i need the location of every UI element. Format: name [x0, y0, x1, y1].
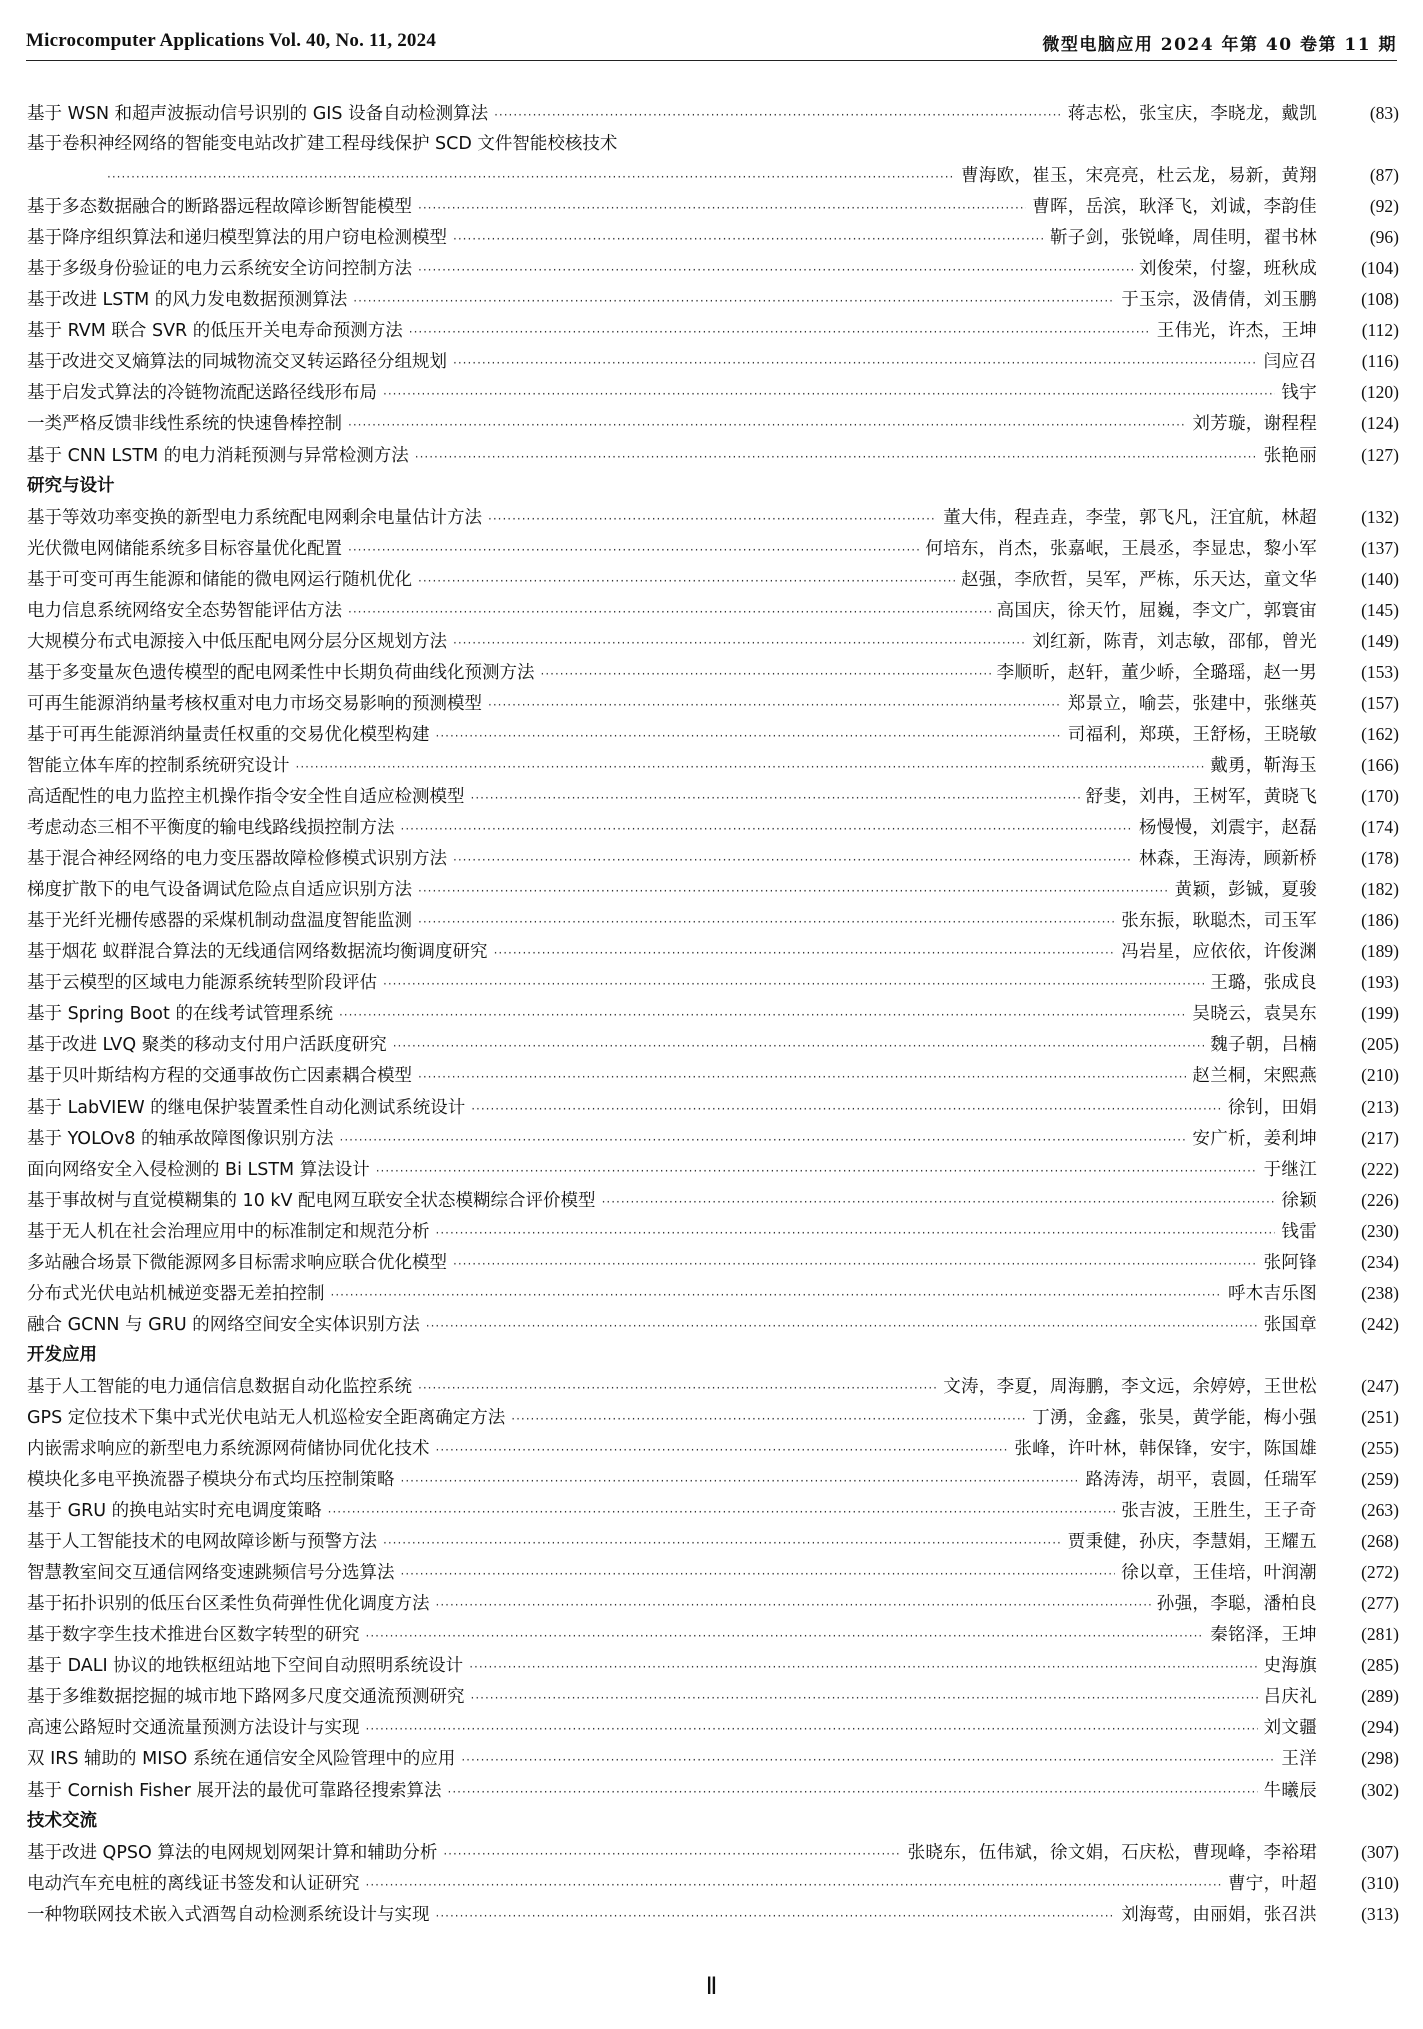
- article-authors: 孙强，李聪，潘柏良: [1156, 1594, 1317, 1615]
- article-title: 面向网络安全入侵检测的 Bi LSTM 算法设计: [27, 1159, 370, 1180]
- article-title: 基于事故树与直觉模糊集的 10 kV 配电网互联安全状态模糊综合评价模型: [27, 1190, 596, 1211]
- article-title: 考虑动态三相不平衡度的输电线路线损控制方法: [27, 818, 395, 839]
- toc-entry[interactable]: [27, 502, 1399, 533]
- dot-leader: [436, 1901, 1116, 1932]
- article-title: 基于可变可再生能源和储能的微电网运行随机优化: [27, 569, 412, 590]
- toc-entry[interactable]: [27, 1899, 1399, 1930]
- toc-entry[interactable]: [27, 1185, 1399, 1216]
- article-page-number: (277): [1361, 1593, 1399, 1614]
- toc-entry[interactable]: [27, 936, 1399, 967]
- dot-leader: [328, 1497, 1116, 1528]
- article-page-number: (199): [1361, 1003, 1399, 1024]
- article-page-number: (182): [1361, 879, 1399, 900]
- dot-leader: [453, 628, 1026, 659]
- article-title: 融合 GCNN 与 GRU 的网络空间安全实体识别方法: [27, 1314, 420, 1335]
- dot-leader: [348, 535, 919, 566]
- article-title: 基于多级身份验证的电力云系统安全访问控制方法: [27, 259, 412, 280]
- dot-leader: [401, 1559, 1116, 1590]
- article-authors: 赵强，李欣哲，吴军，严栋，乐天达，童文华: [961, 569, 1317, 590]
- article-page-number: (140): [1361, 568, 1399, 589]
- dot-leader: [348, 410, 1186, 441]
- toc-entry[interactable]: [27, 967, 1399, 998]
- journal-title-en: Microcomputer Applications Vol. 40, No. 11, 2024: [26, 30, 437, 51]
- toc-entry[interactable]: [27, 284, 1399, 315]
- article-authors: 张艳丽: [1263, 445, 1317, 466]
- dot-leader: [436, 1590, 1151, 1621]
- article-page-number: (251): [1361, 1406, 1399, 1427]
- dot-leader: [453, 348, 1258, 379]
- dot-leader: [383, 969, 1204, 1000]
- article-authors: 丁湧，金鑫，张昊，黄学能，梅小强: [1032, 1407, 1317, 1428]
- toc-entry[interactable]: [27, 1681, 1399, 1712]
- article-title: 高速公路短时交通流量预测方法设计与实现: [27, 1718, 360, 1739]
- article-title: 基于改进 QPSO 算法的电网规划网架计算和辅助分析: [27, 1842, 438, 1863]
- article-authors: 张东振，耿聪杰，司玉军: [1121, 911, 1317, 932]
- article-page-number: (242): [1361, 1313, 1399, 1334]
- dot-leader: [436, 1218, 1276, 1249]
- toc-entry[interactable]: [27, 1557, 1399, 1588]
- article-title: 基于多态数据融合的断路器远程故障诊断智能模型: [27, 197, 412, 218]
- article-title: 基于 Spring Boot 的在线考试管理系统: [27, 1004, 333, 1025]
- article-page-number: (137): [1361, 537, 1399, 558]
- dot-leader: [339, 1000, 1186, 1031]
- table-of-contents: [27, 98, 1399, 1930]
- toc-entry[interactable]: [27, 1588, 1399, 1619]
- article-title: 基于 GRU 的换电站实时充电调度策略: [27, 1501, 322, 1522]
- article-page-number: (226): [1361, 1189, 1399, 1210]
- article-page-number: (108): [1361, 289, 1399, 310]
- dot-leader: [383, 379, 1275, 410]
- toc-entry[interactable]: [27, 408, 1399, 439]
- dot-leader: [453, 1249, 1258, 1280]
- article-page-number: (112): [1361, 320, 1399, 341]
- article-authors: 徐颖: [1281, 1190, 1317, 1211]
- article-authors: 徐钊，田娟: [1228, 1097, 1317, 1118]
- article-page-number: (153): [1361, 661, 1399, 682]
- article-authors: 刘红新，陈青，刘志敏，邵郁，曾光: [1032, 631, 1317, 652]
- dot-leader: [418, 876, 1169, 907]
- section-heading: 技术交流: [27, 1810, 97, 1831]
- article-title: 基于改进 LVQ 聚类的移动支付用户活跃度研究: [27, 1035, 387, 1056]
- dot-leader: [448, 1777, 1258, 1808]
- article-page-number: (285): [1361, 1655, 1399, 1676]
- article-title: 基于光纤光栅传感器的采煤机制动盘温度智能监测: [27, 911, 412, 932]
- article-authors: 刘海莺，由丽娟，张召洪: [1121, 1904, 1317, 1925]
- dot-leader: [331, 1280, 1223, 1311]
- dot-leader: [469, 1652, 1257, 1683]
- toc-entry[interactable]: [27, 1278, 1399, 1309]
- toc-entry[interactable]: [27, 1402, 1399, 1433]
- article-title: 基于 Cornish Fisher 展开法的最优可靠路径搜索算法: [27, 1780, 442, 1801]
- article-page-number: (124): [1361, 413, 1399, 434]
- article-page-number: (230): [1361, 1220, 1399, 1241]
- toc-entry[interactable]: [27, 1216, 1399, 1247]
- article-page-number: (222): [1361, 1158, 1399, 1179]
- dot-leader: [488, 504, 937, 535]
- dot-leader: [436, 1435, 1009, 1466]
- toc-entry[interactable]: [27, 191, 1399, 222]
- article-page-number: (83): [1369, 103, 1399, 123]
- article-title: 基于 CNN LSTM 的电力消耗预测与异常检测方法: [27, 445, 409, 466]
- toc-entry[interactable]: [27, 1309, 1399, 1340]
- toc-entry[interactable]: [27, 626, 1399, 657]
- dot-leader: [366, 1870, 1223, 1901]
- article-page-number: (263): [1361, 1500, 1399, 1521]
- article-authors: 路涛涛，胡平，袁圆，任瑞军: [1085, 1470, 1317, 1491]
- article-page-number: (307): [1361, 1841, 1399, 1862]
- article-page-number: (92): [1369, 196, 1399, 217]
- article-title: 基于改进 LSTM 的风力发电数据预测算法: [27, 290, 348, 311]
- dot-leader: [340, 1125, 1187, 1156]
- article-authors: 文涛，李夏，周海鹏，李文远，余婷婷，王世松: [943, 1376, 1317, 1397]
- toc-entry[interactable]: [27, 657, 1399, 688]
- article-page-number: (247): [1361, 1375, 1399, 1396]
- article-authors: 徐以章，王佳培，叶润潮: [1121, 1563, 1317, 1584]
- article-page-number: (259): [1361, 1469, 1399, 1490]
- article-authors: 何培东，肖杰，张嘉岷，王晨丞，李显忠，黎小军: [925, 538, 1317, 559]
- toc-entry[interactable]: [27, 1495, 1399, 1526]
- article-title: 基于无人机在社会治理应用中的标准制定和规范分析: [27, 1221, 430, 1242]
- article-authors: 钱宇: [1281, 383, 1317, 404]
- article-title: 基于数字孪生技术推进台区数字转型的研究: [27, 1625, 360, 1646]
- article-title: 基于贝叶斯结构方程的交通事故伤亡因素耦合模型: [27, 1066, 412, 1087]
- toc-entry[interactable]: [27, 1092, 1399, 1123]
- toc-entry[interactable]: [27, 1775, 1399, 1806]
- article-page-number: (162): [1361, 723, 1399, 744]
- article-authors: 杨慢慢，刘震宇，赵磊: [1139, 818, 1317, 839]
- toc-entry[interactable]: [27, 315, 1399, 346]
- dot-leader: [366, 1621, 1205, 1652]
- toc-entry[interactable]: [27, 1247, 1399, 1278]
- article-title: 模块化多电平换流器子模块分布式均压控制策略: [27, 1470, 395, 1491]
- article-authors: 李顺昕，赵轩，董少峤，全璐瑶，赵一男: [996, 662, 1317, 683]
- article-title: 大规模分布式电源接入中低压配电网分层分区规划方法: [27, 631, 447, 652]
- article-page-number: (210): [1361, 1065, 1399, 1086]
- article-page-number: (302): [1361, 1779, 1399, 1800]
- article-page-number: (189): [1361, 941, 1399, 962]
- article-authors: 张峰，许叶林，韩保锋，安宇，陈国雄: [1014, 1439, 1317, 1460]
- dot-leader: [541, 659, 991, 690]
- dot-leader: [296, 752, 1205, 783]
- article-title: 基于多维数据挖掘的城市地下路网多尺度交通流预测研究: [27, 1687, 465, 1708]
- article-title: 基于改进交叉熵算法的同城物流交叉转运路径分组规划: [27, 352, 447, 373]
- toc-entry[interactable]: [27, 564, 1399, 595]
- article-page-number: (281): [1361, 1624, 1399, 1645]
- article-authors: 高国庆，徐天竹，屈巍，李文广，郭寰宙: [996, 600, 1317, 621]
- article-authors: 冯岩星，应依依，许俊渊: [1121, 942, 1317, 963]
- article-page-number: (149): [1361, 630, 1399, 651]
- toc-entry[interactable]: [27, 222, 1399, 253]
- article-title: 内嵌需求响应的新型电力系统源网荷储协同优化技术: [27, 1439, 430, 1460]
- article-title: 智能立体车库的控制系统研究设计: [27, 755, 290, 776]
- article-authors: 贾秉健，孙庆，李慧娟，王耀五: [1067, 1532, 1317, 1553]
- toc-entry[interactable]: [27, 533, 1399, 564]
- dot-leader: [494, 100, 1062, 131]
- toc-entry[interactable]: [27, 874, 1399, 905]
- toc-entry[interactable]: [27, 346, 1399, 377]
- article-authors: 呼木吉乐图: [1228, 1283, 1317, 1304]
- article-page-number: (310): [1361, 1872, 1399, 1893]
- article-authors: 戴勇，靳海玉: [1210, 755, 1317, 776]
- dot-leader: [383, 1528, 1062, 1559]
- article-authors: 刘芳璇，谢程程: [1192, 414, 1317, 435]
- article-page-number: (87): [1369, 165, 1399, 186]
- article-title: 光伏微电网储能系统多目标容量优化配置: [27, 538, 342, 559]
- dot-leader: [471, 1094, 1222, 1125]
- toc-entry[interactable]: [27, 688, 1399, 719]
- article-title: 梯度扩散下的电气设备调试危险点自适应识别方法: [27, 880, 412, 901]
- toc-entry[interactable]: [27, 1837, 1399, 1868]
- dot-leader: [401, 1466, 1080, 1497]
- dot-leader: [409, 317, 1151, 348]
- dot-leader: [494, 938, 1116, 969]
- article-title: 基于降序组织算法和递归模型算法的用户窃电检测模型: [27, 228, 447, 249]
- article-authors: 魏子朝，吕楠: [1210, 1035, 1317, 1056]
- journal-title-cn: 微型电脑应用 2024 年第 40 卷第 11 期: [1042, 35, 1397, 55]
- article-authors: 安广析，姜利坤: [1192, 1128, 1317, 1149]
- article-title: 基于可再生能源消纳量责任权重的交易优化模型构建: [27, 724, 430, 745]
- dot-leader: [488, 690, 1062, 721]
- toc-entry[interactable]: [27, 595, 1399, 626]
- toc-entry[interactable]: [27, 1029, 1399, 1060]
- dot-leader: [415, 442, 1258, 473]
- article-authors: 张阿锋: [1263, 1252, 1317, 1273]
- article-page-number: (268): [1361, 1531, 1399, 1552]
- article-page-number: (145): [1361, 599, 1399, 620]
- toc-entry[interactable]: [27, 98, 1399, 129]
- dot-leader: [418, 1373, 937, 1404]
- article-title: 电力信息系统网络安全态势智能评估方法: [27, 600, 342, 621]
- article-page-number: (217): [1361, 1127, 1399, 1148]
- toc-entry[interactable]: [27, 1868, 1399, 1899]
- toc-entry[interactable]: [27, 1123, 1399, 1154]
- article-page-number: (272): [1361, 1562, 1399, 1583]
- article-page-number: (289): [1361, 1686, 1399, 1707]
- article-page-number: (255): [1361, 1438, 1399, 1459]
- article-authors: 靳子剑，张锐峰，周佳明，翟书林: [1050, 228, 1317, 249]
- dot-leader: [107, 162, 955, 193]
- article-authors: 董大伟，程垚垚，李莹，郭飞凡，汪宜航，林超: [943, 507, 1317, 528]
- toc-entry[interactable]: [27, 253, 1399, 284]
- article-authors: 司福利，郑瑛，王舒杨，王晓敏: [1067, 724, 1317, 745]
- toc-entry[interactable]: [27, 129, 1399, 160]
- article-authors: 王璐，张成良: [1210, 973, 1317, 994]
- dot-leader: [453, 845, 1133, 876]
- toc-entry[interactable]: [27, 719, 1399, 750]
- toc-entry[interactable]: [27, 1154, 1399, 1185]
- article-page-number: (193): [1361, 972, 1399, 993]
- article-title: 基于 DALI 协议的地铁枢纽站地下空间自动照明系统设计: [27, 1656, 464, 1677]
- toc-entry[interactable]: [27, 1371, 1399, 1402]
- toc-entry[interactable]: [27, 1464, 1399, 1495]
- article-authors: 曹海欧，崔玉，宋亮亮，杜云龙，易新，黄翔: [961, 166, 1317, 187]
- article-page-number: (298): [1361, 1748, 1399, 1769]
- dot-leader: [376, 1156, 1258, 1187]
- article-title: 基于 RVM 联合 SVR 的低压开关电寿命预测方法: [27, 321, 403, 342]
- article-title: 基于多变量灰色遗传模型的配电网柔性中长期负荷曲线化预测方法: [27, 662, 535, 683]
- article-title: 基于 YOLOv8 的轴承故障图像识别方法: [27, 1128, 334, 1149]
- article-title: 基于烟花 蚁群混合算法的无线通信网络数据流均衡调度研究: [27, 942, 488, 963]
- article-title: 一种物联网技术嵌入式酒驾自动检测系统设计与实现: [27, 1904, 430, 1925]
- running-header: [26, 26, 1397, 61]
- article-authors: 张国章: [1263, 1314, 1317, 1335]
- article-authors: 钱雷: [1281, 1221, 1317, 1242]
- article-authors: 赵兰桐，宋熙燕: [1192, 1066, 1317, 1087]
- toc-entry[interactable]: [27, 1743, 1399, 1774]
- article-page-number: (116): [1361, 351, 1399, 372]
- toc-entry[interactable]: [27, 905, 1399, 936]
- article-page-number: (127): [1361, 444, 1399, 465]
- article-title: 基于云模型的区域电力能源系统转型阶段评估: [27, 973, 377, 994]
- article-title: 基于 WSN 和超声波振动信号识别的 GIS 设备自动检测算法: [27, 104, 489, 124]
- article-page-number: (238): [1361, 1282, 1399, 1303]
- dot-leader: [418, 566, 955, 597]
- toc-entry[interactable]: [27, 377, 1399, 408]
- toc-entry[interactable]: [27, 998, 1399, 1029]
- dot-leader: [471, 1683, 1258, 1714]
- toc-entry[interactable]: [27, 750, 1399, 781]
- article-authors: 吕庆礼: [1263, 1687, 1317, 1708]
- page-number: Ⅱ: [705, 1974, 718, 2000]
- dot-leader: [348, 597, 991, 628]
- dot-leader: [418, 907, 1115, 938]
- article-title: 可再生能源消纳量考核权重对电力市场交易影响的预测模型: [27, 693, 482, 714]
- dot-leader: [401, 814, 1134, 845]
- article-page-number: (186): [1361, 910, 1399, 931]
- section-heading: 开发应用: [27, 1344, 97, 1365]
- article-page-number: (120): [1361, 382, 1399, 403]
- article-page-number: (104): [1361, 258, 1399, 279]
- dot-leader: [461, 1745, 1275, 1776]
- article-title: GPS 定位技术下集中式光伏电站无人机巡检安全距离确定方法: [27, 1407, 506, 1428]
- article-authors: 曹晖，岳滨，耿泽飞，刘诚，李韵佳: [1032, 197, 1317, 218]
- article-page-number: (213): [1361, 1096, 1399, 1117]
- dot-leader: [353, 286, 1115, 317]
- article-title: 多站融合场景下微能源网多目标需求响应联合优化模型: [27, 1252, 447, 1273]
- dot-leader: [602, 1187, 1276, 1218]
- article-title: 基于 LabVIEW 的继电保护装置柔性自动化测试系统设计: [27, 1097, 466, 1118]
- toc-entry[interactable]: [27, 1526, 1399, 1557]
- article-authors: 刘俊荣，付鋆，班秋成: [1139, 259, 1317, 280]
- article-page-number: (205): [1361, 1034, 1399, 1055]
- article-authors: 林森，王海涛，顾新桥: [1139, 849, 1317, 870]
- toc-entry[interactable]: [27, 1619, 1399, 1650]
- article-authors: 于继江: [1263, 1159, 1317, 1180]
- dot-leader: [436, 721, 1062, 752]
- article-authors: 蒋志松，张宝庆，李晓龙，戴凯: [1067, 104, 1317, 124]
- article-title: 基于人工智能技术的电网故障诊断与预警方法: [27, 1532, 377, 1553]
- article-title: 双 IRS 辅助的 MISO 系统在通信安全风险管理中的应用: [27, 1749, 456, 1770]
- article-page-number: (166): [1361, 754, 1399, 775]
- dot-leader: [426, 1311, 1258, 1342]
- dot-leader: [511, 1404, 1026, 1435]
- article-title: 基于混合神经网络的电力变压器故障检修模式识别方法: [27, 849, 447, 870]
- article-page-number: (294): [1361, 1717, 1399, 1738]
- dot-leader: [418, 193, 1026, 224]
- article-title: 基于人工智能的电力通信信息数据自动化监控系统: [27, 1376, 412, 1397]
- article-authors: 黄颖，彭铖，夏骏: [1174, 880, 1317, 901]
- article-page-number: (96): [1369, 227, 1399, 248]
- article-page-number: (157): [1361, 692, 1399, 713]
- article-authors: 郑景立，喻芸，张建中，张继英: [1067, 693, 1317, 714]
- dot-leader: [418, 255, 1133, 286]
- toc-entry[interactable]: [27, 843, 1399, 874]
- article-title: 基于拓扑识别的低压台区柔性负荷弹性优化调度方法: [27, 1594, 430, 1615]
- toc-entry[interactable]: [27, 440, 1399, 471]
- dot-leader: [453, 224, 1044, 255]
- dot-leader: [418, 1062, 1186, 1093]
- article-page-number: (174): [1361, 817, 1399, 838]
- article-authors: 舒斐，刘冉，王树军，黄晓飞: [1085, 787, 1317, 808]
- article-title: 基于等效功率变换的新型电力系统配电网剩余电量估计方法: [27, 507, 482, 528]
- article-page-number: (313): [1361, 1903, 1399, 1924]
- dot-leader: [471, 783, 1080, 814]
- toc-entry[interactable]: [27, 1712, 1399, 1743]
- article-authors: 张晓东，伍伟斌，徐文娟，石庆松，曹现峰，李裕珺: [907, 1842, 1317, 1863]
- article-page-number: (132): [1361, 506, 1399, 527]
- article-title: 基于启发式算法的冷链物流配送路径线形布局: [27, 383, 377, 404]
- article-title: 电动汽车充电桩的离线证书签发和认证研究: [27, 1873, 360, 1894]
- toc-entry[interactable]: [27, 781, 1399, 812]
- article-title: 基于卷积神经网络的智能变电站改扩建工程母线保护 SCD 文件智能校核技术: [27, 134, 618, 155]
- article-authors: 王伟光，许杰，王坤: [1156, 321, 1317, 342]
- toc-entry[interactable]: [27, 1433, 1399, 1464]
- toc-entry[interactable]: [27, 160, 1399, 191]
- article-authors: 于玉宗，汲倩倩，刘玉鹏: [1121, 290, 1317, 311]
- article-authors: 张吉波，王胜生，王子奇: [1121, 1501, 1317, 1522]
- section-heading: 研究与设计: [27, 475, 115, 496]
- article-authors: 牛曦辰: [1263, 1780, 1317, 1801]
- toc-entry[interactable]: [27, 812, 1399, 843]
- article-page-number: (170): [1361, 786, 1399, 807]
- dot-leader: [366, 1714, 1258, 1745]
- article-authors: 曹宁，叶超: [1228, 1873, 1317, 1894]
- article-title: 智慧教室间交互通信网络变速跳频信号分选算法: [27, 1563, 395, 1584]
- article-authors: 史海旗: [1263, 1656, 1317, 1677]
- article-authors: 刘文疆: [1263, 1718, 1317, 1739]
- article-title: 一类严格反馈非线性系统的快速鲁棒控制: [27, 414, 342, 435]
- article-authors: 吴晓云，袁昊东: [1192, 1004, 1317, 1025]
- article-authors: 王洋: [1281, 1749, 1317, 1770]
- article-authors: 闫应召: [1263, 352, 1317, 373]
- dot-leader: [393, 1031, 1204, 1062]
- article-page-number: (234): [1361, 1251, 1399, 1272]
- toc-entry[interactable]: [27, 1060, 1399, 1091]
- article-title: 分布式光伏电站机械逆变器无差拍控制: [27, 1283, 325, 1304]
- toc-entry[interactable]: [27, 1650, 1399, 1681]
- article-title: 高适配性的电力监控主机操作指令安全性自适应检测模型: [27, 787, 465, 808]
- article-authors: 秦铭泽，王坤: [1210, 1625, 1317, 1646]
- dot-leader: [443, 1839, 901, 1870]
- article-page-number: (178): [1361, 848, 1399, 869]
